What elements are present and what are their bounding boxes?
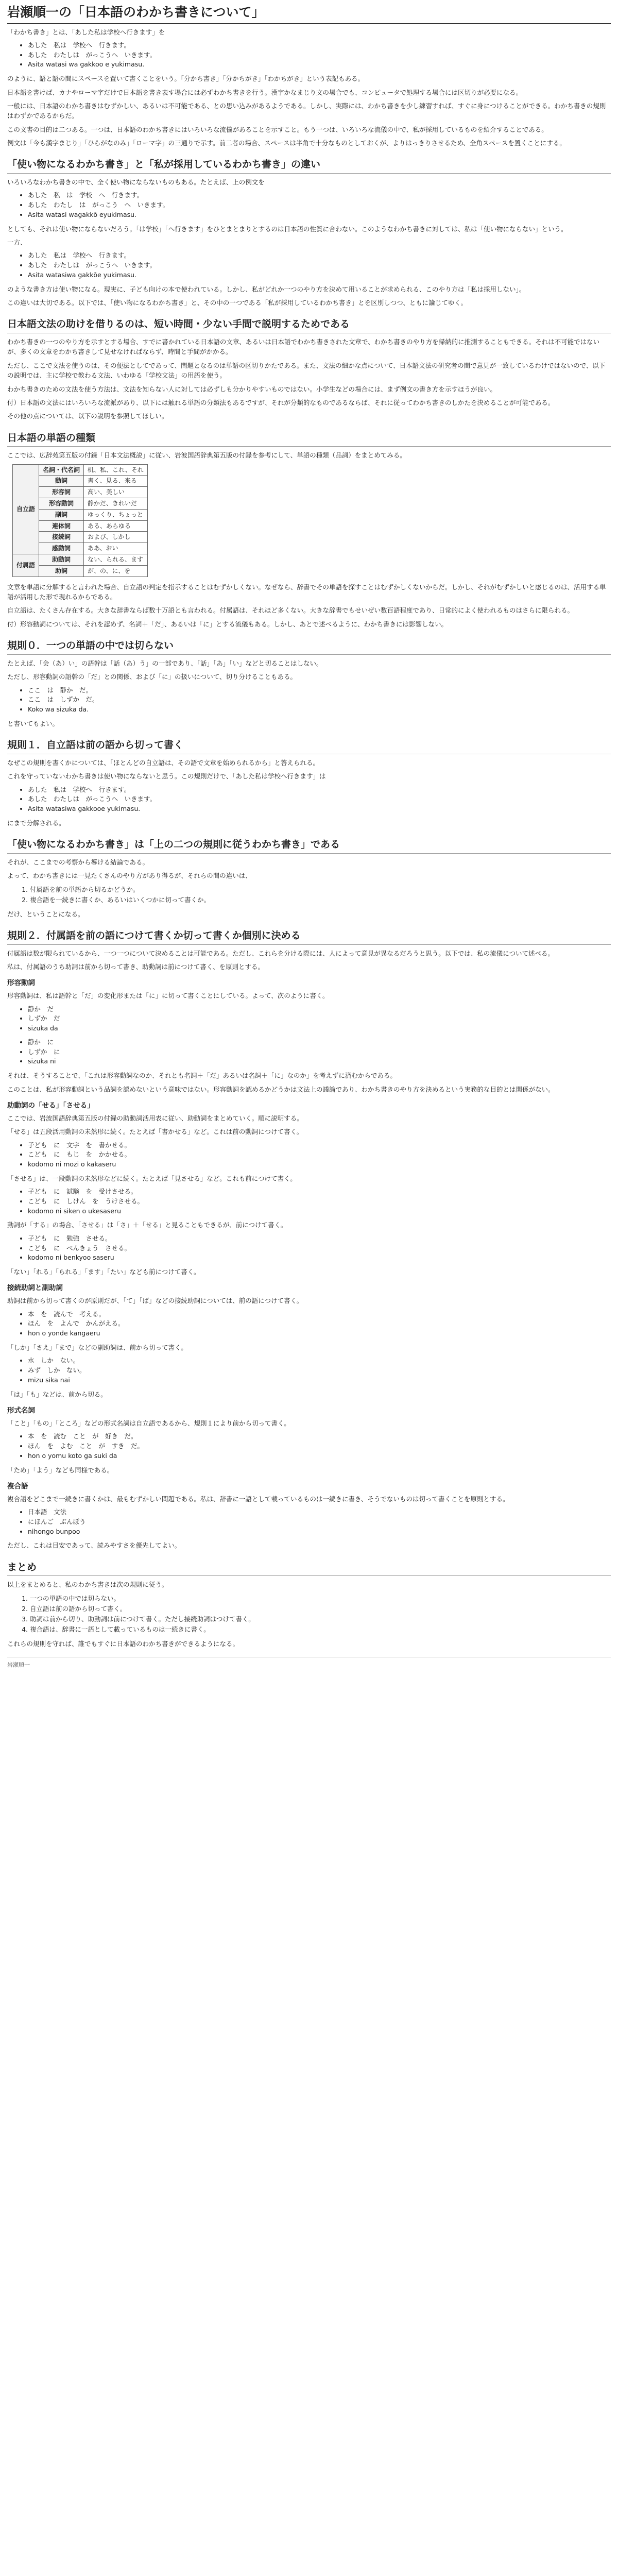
example-list bbox=[7, 1187, 611, 1216]
example-kanji: • あした 私は 学校へ 行きます。 bbox=[28, 785, 611, 795]
section-heading: まとめ bbox=[7, 1561, 611, 1577]
paragraph: 助詞は前から切って書くのが原則だが、「て」「ば」などの接続助詞については、前の語につけて書く。 bbox=[7, 1297, 303, 1305]
kind-name: 感動詞 bbox=[39, 543, 84, 554]
example-kanji: • 本 を 読む こと が 好き だ。 bbox=[28, 1432, 611, 1442]
paragraph: 「しか」「さえ」「まで」などの副助詞は、前から切って書く。 bbox=[7, 1343, 187, 1351]
paragraph: 付）形容動詞については、それを認めず、名詞＋「だ」、あるいは「に」とする流儀もある。しかし、あとで述べるように、わかち書きには影響しない。 bbox=[7, 620, 448, 628]
paragraph: ただし、形容動詞の語幹の「だ」との関係、および「に」の扱いについて、切り分けることもある。 bbox=[7, 673, 297, 681]
paragraph: ただし、これは目安であって、読みやすさを優先してよい。 bbox=[7, 1541, 181, 1550]
paragraph: 「こと」「もの」「ところ」などの形式名詞は自立語であるから、規則１により前から切って書く。 bbox=[7, 1419, 290, 1427]
example-hiragana: • みず しか ない。 bbox=[28, 1366, 611, 1376]
kind-name: 助詞 bbox=[39, 565, 84, 577]
example-romaji: • kodomo ni benkyoo saseru bbox=[28, 1253, 611, 1263]
example-hiragana: • ここ は しずか だ。 bbox=[28, 695, 611, 705]
intro-p1: 「わかち書き」とは、「あした私は学校へ行きます」を bbox=[7, 28, 165, 36]
example-kanji: • 子ども に 勉強 させる。 bbox=[28, 1234, 611, 1244]
example-kanji: • 本 を 読んで 考える。 bbox=[28, 1310, 611, 1319]
numbered-list bbox=[7, 885, 611, 905]
paragraph: 「させる」は、一段動詞の未然形などに続く。たとえば「見させる」など。これも前につけて書く。 bbox=[7, 1174, 297, 1182]
example-kanji: • 水 しか ない。 bbox=[28, 1356, 611, 1366]
page-title: 岩瀬順一の「日本語のわかち書きについて」 bbox=[7, 4, 611, 24]
kind-name: 動詞 bbox=[39, 476, 84, 487]
table-row bbox=[13, 554, 148, 566]
example-hiragana: • こども に べんきょう させる。 bbox=[28, 1244, 611, 1253]
example-romaji: • nihongo bunpoo bbox=[28, 1527, 611, 1537]
example-kanji: • あした 私 は 学校 へ 行きます。 bbox=[28, 191, 611, 200]
kind-name: 形容詞 bbox=[39, 487, 84, 498]
intro-p3: 日本語を書けば、カナやローマ字だけで日本語を書き表す場合には必ずわかち書きを行う。漢字かなまじり文の場合でも、コンピュータで処理する場合には区切りが必要になる。 bbox=[7, 88, 523, 96]
example-list bbox=[7, 41, 611, 70]
paragraph: いろいろなわかち書きの中で、全く使い物にならないものもある。たとえば、上の例文を bbox=[7, 178, 265, 187]
example-list bbox=[7, 1234, 611, 1263]
example-romaji: • mizu sika nai bbox=[28, 1376, 611, 1385]
example-list bbox=[7, 686, 611, 715]
example-romaji: • Asita watasiwa gakkōe yukimasu. bbox=[28, 270, 611, 280]
example-list bbox=[7, 1141, 611, 1170]
example-kanji: • あした 私は 学校へ 行きます。 bbox=[28, 41, 611, 50]
section-heading: 「使い物になるわかち書き」は「上の二つの規則に従うわかち書き」である bbox=[7, 838, 611, 854]
paragraph: にまで分解される。 bbox=[7, 819, 65, 827]
paragraph: その他の点については、以下の説明を参照してほしい。 bbox=[7, 412, 168, 420]
example-hiragana: • こども に しけん を うけさせる。 bbox=[28, 1197, 611, 1207]
paragraph: 私は、付属語のうち助詞は前から切って書き、助動詞は前につけて書く、を原則とする。 bbox=[7, 962, 265, 971]
example-romaji: • Asita watasiwa gakkooe yukimasu. bbox=[28, 804, 611, 814]
paragraph: としても、それは使い物にならないだろう。「は学校」「へ行きます」をひとまとまりとするのは日本語の性質に合わない。このようなわかち書きに対しては、私は「使い物にならない」という。 bbox=[7, 225, 568, 233]
paragraph: なぜこの規則を書くかについては、「ほとんどの自立語は、その語で文章を始められるから」と答えられる。 bbox=[7, 758, 320, 767]
example-kanji: • あした 私は 学校へ 行きます。 bbox=[28, 251, 611, 261]
paragraph: 以上をまとめると、私のわかち書きは次の規則に従う。 bbox=[7, 1581, 168, 1589]
example-list bbox=[7, 1005, 611, 1033]
example-list bbox=[7, 191, 611, 219]
paragraph: 複合語をどこまで一続きに書くかは、最もむずかしい問題である。私は、辞書に一語として載っているものは一続きに書き、そうでないものは切って書くことを原則とする。 bbox=[7, 1495, 509, 1503]
kind-examples: 机、私、これ、それ bbox=[84, 464, 148, 476]
kind-examples: 高い、美しい bbox=[84, 487, 148, 498]
intro-p5: この文書の目的は二つある。一つは、日本語のわかち書きにはいろいろな流儀があることを示すこと。もう一つは、いろいろな流儀の中で、私が採用しているものを紹介することである。 bbox=[7, 125, 548, 133]
list-item: 2. 複合語を一続きに書くか、あるいはいくつかに切って書くか。 bbox=[30, 895, 611, 905]
paragraph: それが、ここまでの考察から導ける結論である。 bbox=[7, 858, 149, 866]
example-list bbox=[7, 1038, 611, 1066]
paragraph: たとえば、「会（あ）い」の語幹は「話（あ）う」の一部であり、「話」「あ」「い」などと切ることはしない。 bbox=[7, 659, 323, 667]
paragraph: 「は」「も」などは、前から切る。 bbox=[7, 1390, 107, 1398]
subsection-heading: 助動詞の「せる」「させる」 bbox=[7, 1101, 94, 1110]
list-item: 1. 一つの単語の中では切らない。 bbox=[30, 1594, 611, 1604]
example-hiragana: • こども に もじ を かかせる。 bbox=[28, 1150, 611, 1160]
example-romaji: • Asita watasi wa gakkoo e yukimasu. bbox=[28, 60, 611, 70]
kind-examples: 書く、見る、来る bbox=[84, 476, 148, 487]
example-romaji: • kodomo ni siken o ukesaseru bbox=[28, 1207, 611, 1216]
kind-examples: ある、あらゆる bbox=[84, 520, 148, 532]
kind-examples: および、しかし bbox=[84, 532, 148, 543]
example-romaji: • sizuka ni bbox=[28, 1057, 611, 1066]
example-kanji: • 静か だ bbox=[28, 1005, 611, 1014]
example-hiragana: • あした わたし は がっこう へ いきます。 bbox=[28, 200, 611, 210]
example-romaji: • hon o yonde kangaeru bbox=[28, 1329, 611, 1338]
example-hiragana: • あした わたしは がっこうへ いきます。 bbox=[28, 261, 611, 270]
kind-name: 名詞・代名詞 bbox=[39, 464, 84, 476]
example-list bbox=[7, 1507, 611, 1536]
kind-name: 連体詞 bbox=[39, 520, 84, 532]
example-kanji: • 日本語 文法 bbox=[28, 1507, 611, 1517]
example-list bbox=[7, 1432, 611, 1461]
word-kinds-table bbox=[12, 464, 148, 577]
paragraph: 「ない」「れる」「られる」「ます」「たい」なども前につけて書く。 bbox=[7, 1268, 200, 1276]
section-heading: 規則２．付属語を前の語につけて書くか切って書くか個別に決める bbox=[7, 929, 611, 945]
kind-name: 副詞 bbox=[39, 509, 84, 520]
subsection-heading: 形容動詞 bbox=[7, 979, 35, 988]
subsection-heading: 接続助詞と副助詞 bbox=[7, 1284, 63, 1293]
example-romaji: • Koko wa sizuka da. bbox=[28, 705, 611, 715]
paragraph: 動詞が「する」の場合、「させる」は「さ」＋「せる」と見ることもできるが、前につけて書く。 bbox=[7, 1221, 287, 1229]
example-list bbox=[7, 251, 611, 280]
section-heading: 日本語の単語の種類 bbox=[7, 432, 611, 447]
example-hiragana: • ほん を よんで かんがえる。 bbox=[28, 1319, 611, 1329]
example-list bbox=[7, 785, 611, 814]
example-kanji: • ここ は 静か だ。 bbox=[28, 686, 611, 696]
paragraph: 付）日本語の文法にはいろいろな流派があり、以下には触れる単語の分類法もあるですが、それが分類的なものであるならば、それに従ってわかち書きのしかたを決めることが可能である。 bbox=[7, 398, 555, 406]
kind-examples: ゆっくり、ちょっと bbox=[84, 509, 148, 520]
paragraph: 文章を単語に分解すると言われた場合、自立語の判定を指示することはむずかしくない。なぜなら、辞書でその単語を探すことはむずかしくないからだ。しかし、それがむずかしいと感じるのは、活用する単語が活用した形で現れるからである。 bbox=[7, 583, 606, 601]
kind-examples: が、の、に、を bbox=[84, 565, 148, 577]
kind-examples: ああ、おい bbox=[84, 543, 148, 554]
paragraph: ただし、ここで文法を使うのは、その便法としてであって、問題となるのは単語の区切りかたである。また、文法の細かな点について、日本語文法の研究者の間で意見が一致しているわけではないので、以下の説明では、主に学校で教わる文法、いわゆる「学校文法」の用語を使う。 bbox=[7, 361, 606, 380]
footer: 岩瀬順一 bbox=[7, 1657, 611, 1669]
section-heading: 「使い物になるわかち書き」と「私が採用しているわかち書き」の違い bbox=[7, 158, 611, 174]
paragraph: この違いは大切である。以下では、「使い物になるわかち書き」と、その中の一つである「私が採用しているわかち書き」とを区別しつつ、ともに論じてゆく。 bbox=[7, 299, 468, 307]
example-kanji: • 子ども に 文字 を 書かせる。 bbox=[28, 1141, 611, 1150]
section-heading: 日本語文法の助けを借りるのは、短い時間・少ない手間で説明するためである bbox=[7, 318, 611, 333]
kind-name: 接続詞 bbox=[39, 532, 84, 543]
example-hiragana: • ほん を よむ こと が すき だ。 bbox=[28, 1442, 611, 1451]
kind-name: 助動詞 bbox=[39, 554, 84, 566]
paragraph: ここでは、広辞苑第五版の付録「日本文法概説」に従い、岩波国語辞典第五版の付録を参考にして、単語の種類（品詞）をまとめてみる。 bbox=[7, 451, 406, 460]
example-hiragana: • あした わたしは がっこうへ いきます。 bbox=[28, 794, 611, 804]
subsection-heading: 複合語 bbox=[7, 1482, 28, 1490]
intro-p2: のように、語と語の間にスペースを置いて書くことをいう。「分かち書き」「分かちがき」「わかちがき」という表記もある。 bbox=[7, 75, 365, 83]
paragraph: これらの規則を守れば、誰でもすぐに日本語のわかち書きができるようになる。 bbox=[7, 1639, 239, 1648]
paragraph: よって、わかち書きには一見たくさんのやり方があり得るが、それらの間の違いは、 bbox=[7, 872, 252, 880]
list-item: 4. 複合語は、辞書に一語として載っているものは一続きに書く。 bbox=[30, 1624, 611, 1635]
list-item: 2. 自立語は前の語から切って書く。 bbox=[30, 1604, 611, 1614]
section-heading: 規則１．自立語は前の語から切って書く bbox=[7, 739, 611, 754]
list-item: 1. 付属語を前の単語から切るかどうか。 bbox=[30, 885, 611, 895]
table-row bbox=[13, 464, 148, 476]
example-list bbox=[7, 1356, 611, 1385]
paragraph: 自立語は、たくさん存在する。大きな辞書ならば数十万語とも言われる。付属語は、それほど多くない。大きな辞書でもせいぜい数百語程度であり、日常的によく使われるものはさらに限られる。 bbox=[7, 606, 574, 615]
group-independent: 自立語 bbox=[13, 464, 39, 554]
example-kanji: • 子ども に 試験 を 受けさせる。 bbox=[28, 1187, 611, 1197]
section-heading: 規則０．一つの単語の中では切らない bbox=[7, 639, 611, 655]
paragraph: ここでは、岩波国語辞典第五版の付録の助動詞活用表に従い、助動詞をまとめていく。順に説明する。 bbox=[7, 1114, 303, 1122]
example-romaji: • sizuka da bbox=[28, 1024, 611, 1033]
paragraph: 付属語は数が限られているから、一つ一つについて決めることは可能である。ただし、これらを分ける際には、人によって意見が異なるだろうと思う。以下では、私の流儀について述べる。 bbox=[7, 949, 555, 957]
paragraph: わかち書きのための文法を使う方法は、文法を知らない人に対しては必ずしも分かりやすいものではない。小学生などの場合には、まず例文の書き方を示すほうが良い。 bbox=[7, 385, 497, 393]
example-romaji: • kodomo ni mozi o kakaseru bbox=[28, 1160, 611, 1170]
example-romaji: • Asita watasi wagakkō eyukimasu. bbox=[28, 210, 611, 220]
intro-p6: 例文は「今も漢字まじり」「ひらがなのみ」「ローマ字」の三通りで示す。前二者の場合、スペースは半角で十分なものとしておくが、よりはっきりさせるため、全角スペースを置くことにする。 bbox=[7, 139, 566, 147]
group-dependent: 付属語 bbox=[13, 554, 39, 577]
paragraph: のような書き方は使い物になる。現実に、子ども向けの本で使われている。しかし、私がどれか一つのやり方を決めて用いることが求められる、このやり方は「私は採用しない」。 bbox=[7, 285, 526, 293]
paragraph: それは、そうすることで、「これは形容動詞なのか、それとも名詞＋「だ」あるいは名詞＋「に」なのか」を考えずに済むからである。 bbox=[7, 1072, 397, 1080]
paragraph: 形容動詞は、私は語幹と「だ」の変化形または「に」に切って書くことにしている。よって、次のように書く。 bbox=[7, 992, 329, 1000]
list-item: 3. 助詞は前から切り、助動詞は前につけて書く。ただし接続助詞はつけて書く。 bbox=[30, 1614, 611, 1624]
example-list bbox=[7, 1310, 611, 1338]
kind-name: 形容動詞 bbox=[39, 498, 84, 510]
kind-examples: ない、られる、ます bbox=[84, 554, 148, 566]
paragraph: だけ、ということになる。 bbox=[7, 910, 84, 918]
kind-examples: 静かだ、きれいだ bbox=[84, 498, 148, 510]
paragraph: 一方、 bbox=[7, 239, 27, 247]
example-hiragana: • にほんご ぶんぽう bbox=[28, 1517, 611, 1527]
numbered-list bbox=[7, 1594, 611, 1635]
intro-p4: 一般には、日本語のわかち書きはむずかしい、あるいは不可能である、との思い込みがあるようである。しかし、実際には、わかち書きを少し練習すれば、すぐに身につけることができる。わかち書きの規則はわずかであるからだ。 bbox=[7, 101, 606, 120]
subsection-heading: 形式名詞 bbox=[7, 1406, 35, 1415]
paragraph: これを守っていないわかち書きは使い物にならないと思う。この規則だけで、「あした私は学校へ行きます」は bbox=[7, 772, 326, 781]
paragraph: と書いてもよい。 bbox=[7, 719, 59, 727]
example-hiragana: • あした わたしは がっこうへ いきます。 bbox=[28, 50, 611, 60]
example-hiragana: • しずか だ bbox=[28, 1014, 611, 1024]
example-hiragana: • しずか に bbox=[28, 1047, 611, 1057]
paragraph: わかち書きの一つのやり方を示すとする場合、すでに書かれている日本語の文章、あるいは日本語でわかち書きされた文章で、わかち書きのやり方を帰納的に推測することもできる。それは不可能ではないが、多くの文章をわかち書きして見せなければならず、時間と手間がかかる。 bbox=[7, 338, 600, 356]
paragraph: 「ため」「よう」なども同様である。 bbox=[7, 1466, 114, 1474]
example-kanji: • 静か に bbox=[28, 1038, 611, 1047]
paragraph: このことは、私が形容動詞という品詞を認めないという意味ではない。形容動詞を認めるかどうかは文法上の議論であり、わかち書きのやり方を決めるという実務的な目的とは関係がない。 bbox=[7, 1085, 555, 1093]
paragraph: 「せる」は五段活用動詞の未然形に続く。たとえば「書かせる」など。これは前の動詞につけて書く。 bbox=[7, 1128, 303, 1136]
example-romaji: • hon o yomu koto ga suki da bbox=[28, 1451, 611, 1461]
